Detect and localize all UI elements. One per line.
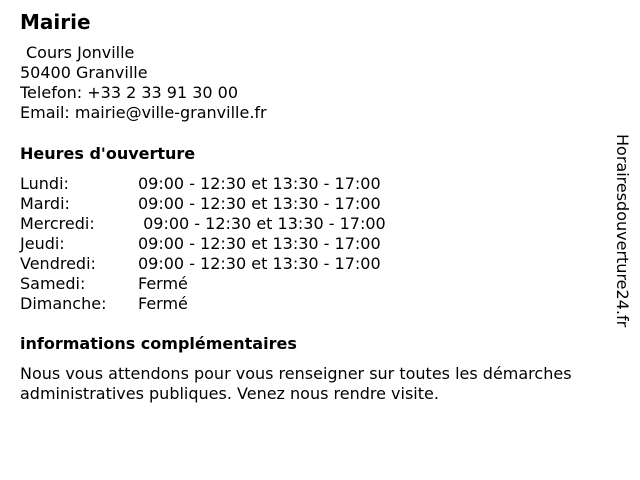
hours-row-sunday (20, 294, 386, 314)
hours-row-wednesday (20, 214, 386, 234)
hours-row-saturday (20, 274, 386, 294)
email-address: Email: mairie@ville-granville.fr (20, 103, 267, 122)
address-block (20, 43, 267, 123)
hours-value: 09:00 - 12:30 et 13:30 - 17:00 (138, 174, 381, 193)
page-title: Mairie (20, 10, 91, 34)
phone-number: Telefon: +33 2 33 91 30 00 (20, 83, 239, 102)
hours-value: 09:00 - 12:30 et 13:30 - 17:00 (138, 194, 381, 213)
hours-day: Lundi: (20, 174, 69, 193)
hours-day: Mercredi: (20, 214, 95, 233)
address-street: Cours Jonville (26, 43, 135, 62)
additional-info-text: Nous vous attendons pour vous renseigner sur toutes les démarches administratives publiques. Venez nous rendre visite. (20, 364, 572, 403)
additional-info-heading: informations complémentaires (20, 334, 297, 353)
hours-row-thursday (20, 234, 386, 254)
hours-row-monday (20, 174, 386, 194)
hours-value: 09:00 - 12:30 et 13:30 - 17:00 (138, 234, 381, 253)
hours-row-friday (20, 254, 386, 274)
opening-hours-heading: Heures d'ouverture (20, 144, 196, 163)
hours-day: Mardi: (20, 194, 70, 213)
address-city: 50400 Granville (20, 63, 148, 82)
hours-value: Fermé (138, 274, 188, 293)
hours-day: Jeudi: (20, 234, 65, 253)
hours-value: Fermé (138, 294, 188, 313)
hours-value: 09:00 - 12:30 et 13:30 - 17:00 (138, 214, 386, 233)
site-watermark: Horairesdouverture24.fr (613, 134, 632, 328)
opening-hours-table (20, 174, 386, 314)
hours-day: Dimanche: (20, 294, 107, 313)
hours-value: 09:00 - 12:30 et 13:30 - 17:00 (138, 254, 381, 273)
hours-day: Vendredi: (20, 254, 96, 273)
hours-day: Samedi: (20, 274, 86, 293)
hours-row-tuesday (20, 194, 386, 214)
